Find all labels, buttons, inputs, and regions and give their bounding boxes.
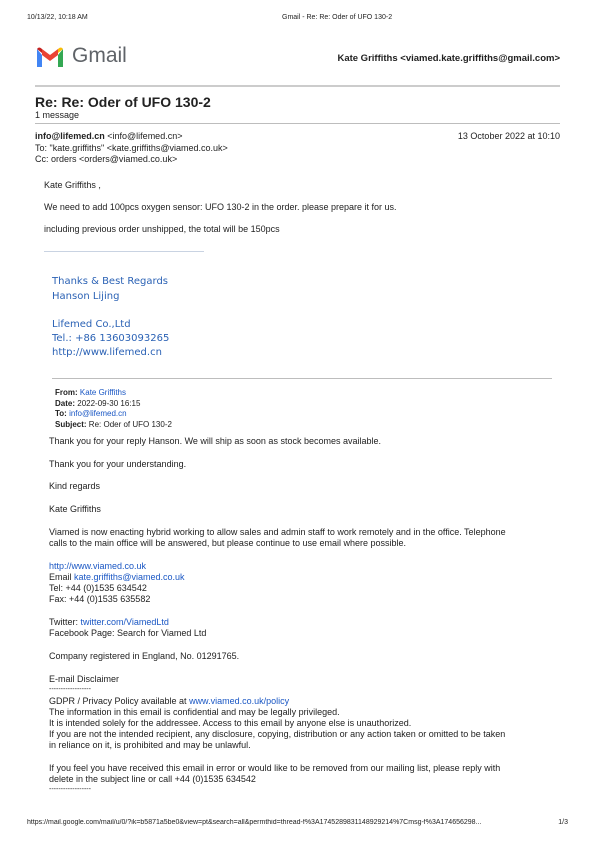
header-divider [35, 85, 560, 87]
disclaimer-line-1: The information in this email is confidential and may be legally privileged. [49, 707, 340, 717]
tel-line: Tel: +44 (0)1535 634542 [49, 583, 147, 593]
signature-name: Hanson Lijing [52, 291, 120, 302]
disclaimer-line-6: delete in the subject line or call +44 (0)1535 634542 [49, 774, 256, 784]
quoted-p2: Thank you for your understanding. [49, 459, 187, 469]
disclaimer-line-5: If you feel you have received this email in error or would like to be removed from our mailing list, please reply with [49, 763, 501, 773]
greeting: Kate Griffiths , [44, 180, 101, 190]
signature-divider [44, 251, 204, 252]
message-date: 13 October 2022 at 10:10 [457, 131, 560, 141]
email-label: Email [49, 572, 75, 582]
quote-divider [52, 378, 552, 379]
disclaimer-dashes-bottom: ------------------ [49, 786, 91, 793]
message-from [35, 131, 182, 143]
thread-subject: Re: Re: Oder of UFO 130-2 [35, 94, 211, 110]
disclaimer-line-4: in reliance on it, is prohibited and may be unlawful. [49, 740, 251, 750]
body-line-1: We need to add 100pcs oxygen sensor: UFO 130-2 in the order. please prepare it for us. [44, 202, 397, 212]
gdpr-label: GDPR / Privacy Policy available at [49, 696, 190, 706]
quoted-subject-value: Re: Oder of UFO 130-2 [88, 419, 172, 429]
quoted-to-value[interactable]: info@lifemed.cn [69, 409, 127, 418]
message-cc: Cc: orders <orders@viamed.co.uk> [35, 154, 178, 164]
message-count: 1 message [35, 110, 80, 120]
viamed-web-link[interactable]: http://www.viamed.co.uk [49, 561, 147, 571]
quoted-subject-label: Subject: [55, 419, 87, 429]
body-line-2: including previous order unshipped, the total will be 150pcs [44, 224, 280, 234]
disclaimer-line-3: If you are not the intended recipient, any disclosure, copying, distribution or any action taken or omitted to be taken [49, 729, 506, 739]
quoted-p1: Thank you for your reply Hanson. We will ship as soon as stock becomes available. [49, 436, 381, 446]
disclaimer-line-2: It is intended solely for the addressee. Access to this email by anyone else is unauthorized. [49, 718, 412, 728]
fax-line: Fax: +44 (0)1535 635582 [49, 594, 151, 604]
disclaimer-title: E-mail Disclaimer [49, 674, 120, 684]
gmail-logo-text: Gmail [72, 44, 127, 67]
subject-divider [35, 123, 560, 124]
disclaimer-dashes-top: ------------------ [49, 686, 91, 693]
account-name: Kate Griffiths <viamed.kate.griffiths@gmail.com> [337, 53, 560, 64]
twitter-line [49, 617, 169, 629]
signature-company: Lifemed Co.,Ltd [52, 319, 131, 330]
facebook-line: Facebook Page: Search for Viamed Ltd [49, 628, 207, 638]
quoted-from-value[interactable]: Kate Griffiths [79, 388, 126, 397]
quoted-header [55, 388, 172, 430]
gdpr-link[interactable]: www.viamed.co.uk/policy [189, 696, 290, 706]
gdpr-line [49, 696, 289, 708]
print-title: Gmail - Re: Re: Oder of UFO 130-2 [282, 14, 393, 21]
message-to: To: "kate.griffiths" <kate.griffiths@viamed.co.uk> [35, 143, 228, 153]
quoted-from-label: From: [55, 388, 78, 397]
sender-address: <info@lifemed.cn> [104, 131, 183, 141]
print-url: https://mail.google.com/mail/u/0/?ik=b5871a5be0&view=pt&search=all&permthid=thread-f%3A1745289831148929214%7Cmsg-f%3A174656298... [27, 819, 482, 826]
email-line [49, 572, 185, 584]
quoted-date-value: 2022-09-30 16:15 [77, 398, 141, 408]
quoted-p4: Kate Griffiths [49, 504, 101, 514]
quoted-to-label: To: [55, 409, 67, 418]
quoted-p3: Kind regards [49, 481, 101, 491]
quoted-date-label: Date: [55, 398, 76, 408]
gmail-logo-icon [35, 45, 65, 69]
signature-url[interactable]: http://www.lifemed.cn [52, 347, 162, 358]
quoted-p5b: calls to the main office will be answered, but please continue to use email where possible. [49, 538, 407, 548]
twitter-label: Twitter: [49, 617, 81, 627]
signature-tel: Tel.: +86 13603093265 [52, 333, 170, 344]
twitter-link[interactable]: twitter.com/ViamedLtd [80, 617, 169, 627]
quoted-p5a: Viamed is now enacting hybrid working to allow sales and admin staff to work remotely and in the office. Telephone [49, 527, 506, 537]
email-link[interactable]: kate.griffiths@viamed.co.uk [74, 572, 185, 582]
print-datetime: 10/13/22, 10:18 AM [27, 14, 88, 21]
company-registration: Company registered in England, No. 01291765. [49, 651, 240, 661]
signature-regards: Thanks & Best Regards [52, 276, 169, 287]
sender-email[interactable]: info@lifemed.cn [35, 131, 105, 141]
page-number: 1/3 [558, 819, 568, 826]
